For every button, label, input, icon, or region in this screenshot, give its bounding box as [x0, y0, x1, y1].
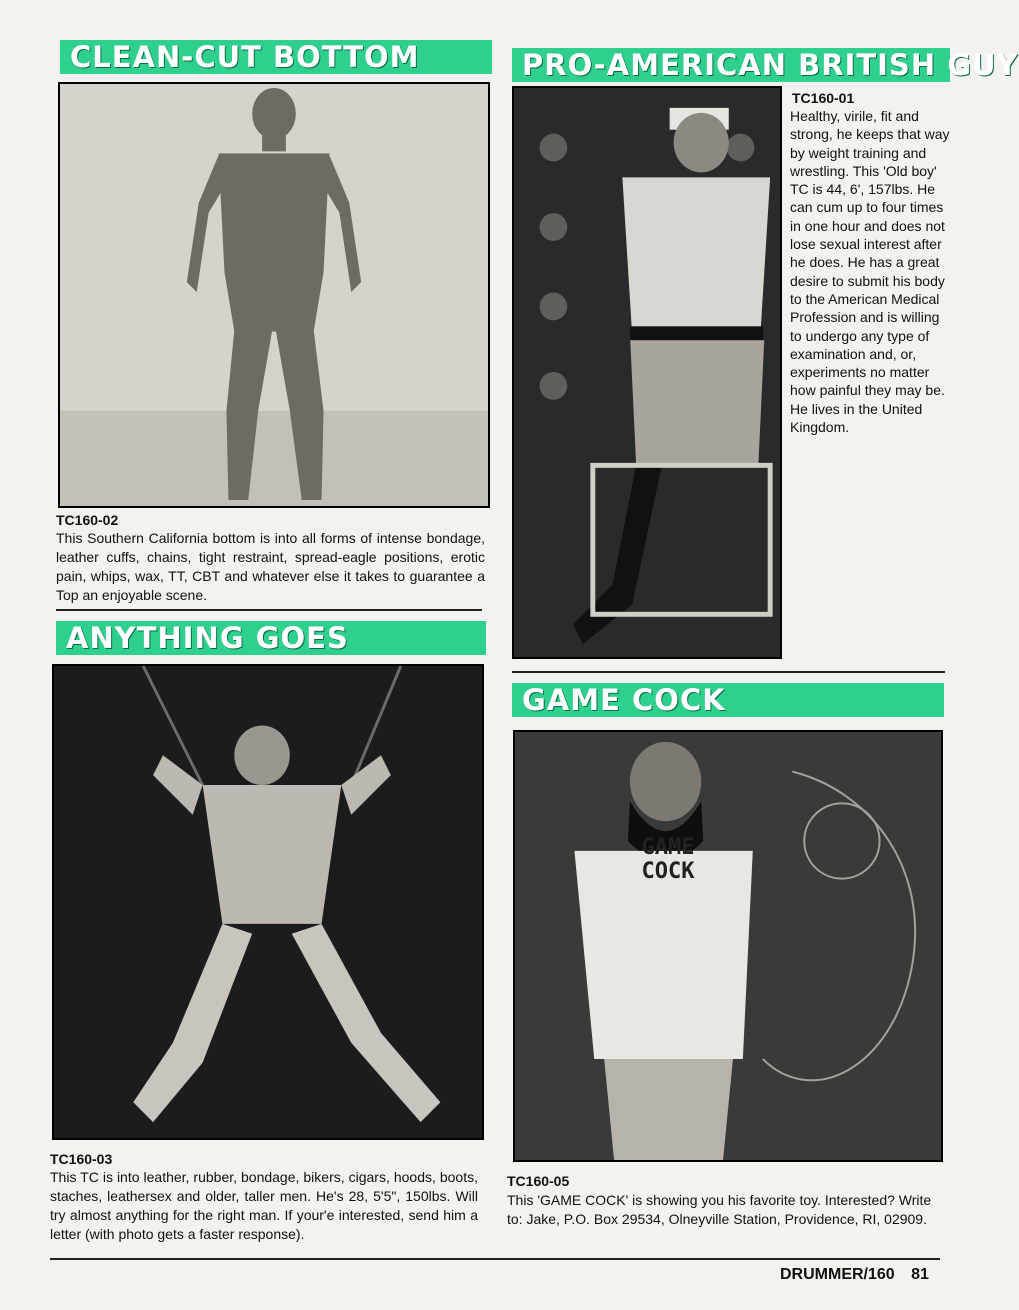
- section-title: PRO-AMERICAN BRITISH GUY: [522, 48, 1019, 82]
- divider: [56, 609, 482, 611]
- listing-description: This TC is into leather, rubber, bondage, bikers, cigars, hoods, boots, staches, leathersex and older, taller men. He's 28, 5'5", 150lbs. Will try almost anything for the right man. If your'e interested, send him a letter (with photo gets a faster response).: [50, 1169, 478, 1242]
- section-title: GAME COCK: [522, 683, 726, 717]
- listing-code: TC160-05: [507, 1173, 570, 1189]
- listing-description: This 'GAME COCK' is showing you his favorite toy. Interested? Write to: Jake, P.O. Box 29534, Olneyville Station, Providence, RI, 02909.: [507, 1192, 932, 1227]
- shirt-text: [613, 836, 723, 884]
- page-footer: [780, 1266, 929, 1284]
- divider: [512, 671, 945, 673]
- section-title: CLEAN-CUT BOTTOM: [70, 40, 420, 74]
- photo-clean-cut-bottom: [58, 82, 490, 508]
- photo-anything-goes: [52, 664, 484, 1140]
- section-title: ANYTHING GOES: [66, 621, 349, 655]
- section-banner-clean-cut-bottom: [60, 40, 492, 74]
- photo-game-cock: [513, 730, 943, 1162]
- shirt-text-line: GAME: [641, 835, 695, 860]
- listing-code: TC160-03: [50, 1151, 113, 1167]
- photo-pro-american-british-guy: [512, 86, 782, 659]
- section-banner-pro-american-british-guy: [512, 48, 1019, 82]
- listing-code: TC160-02: [56, 512, 119, 528]
- listing-description: Healthy, virile, fit and strong, he keeps that way by weight training and wrestling. This 'Old boy' TC is 44, 6', 157lbs. He can cum up to four times in one hour and does not lose sexual interest after he does. He has a great desire to submit his body to the American Medical Profession and is willing to undergo any type of examination and, or, experiments no matter how painful they may be. He lives in the United Kingdom.: [790, 108, 950, 436]
- footer-rule: [50, 1258, 940, 1260]
- magazine-issue: DRUMMER/160: [780, 1266, 895, 1283]
- listing-description: This Southern California bottom is into all forms of intense bondage, leather cuffs, chains, tight restraint, spread-eagle positions, erotic pain, whips, wax, TT, CBT and whatever else it takes to guarantee a Top an enjoyable scene.: [56, 530, 485, 603]
- section-banner-game-cock: [512, 683, 944, 717]
- listing-code: TC160-01: [792, 90, 855, 106]
- shirt-text-line: COCK: [641, 859, 695, 884]
- section-banner-anything-goes: [56, 621, 486, 655]
- page-number: 81: [911, 1266, 929, 1283]
